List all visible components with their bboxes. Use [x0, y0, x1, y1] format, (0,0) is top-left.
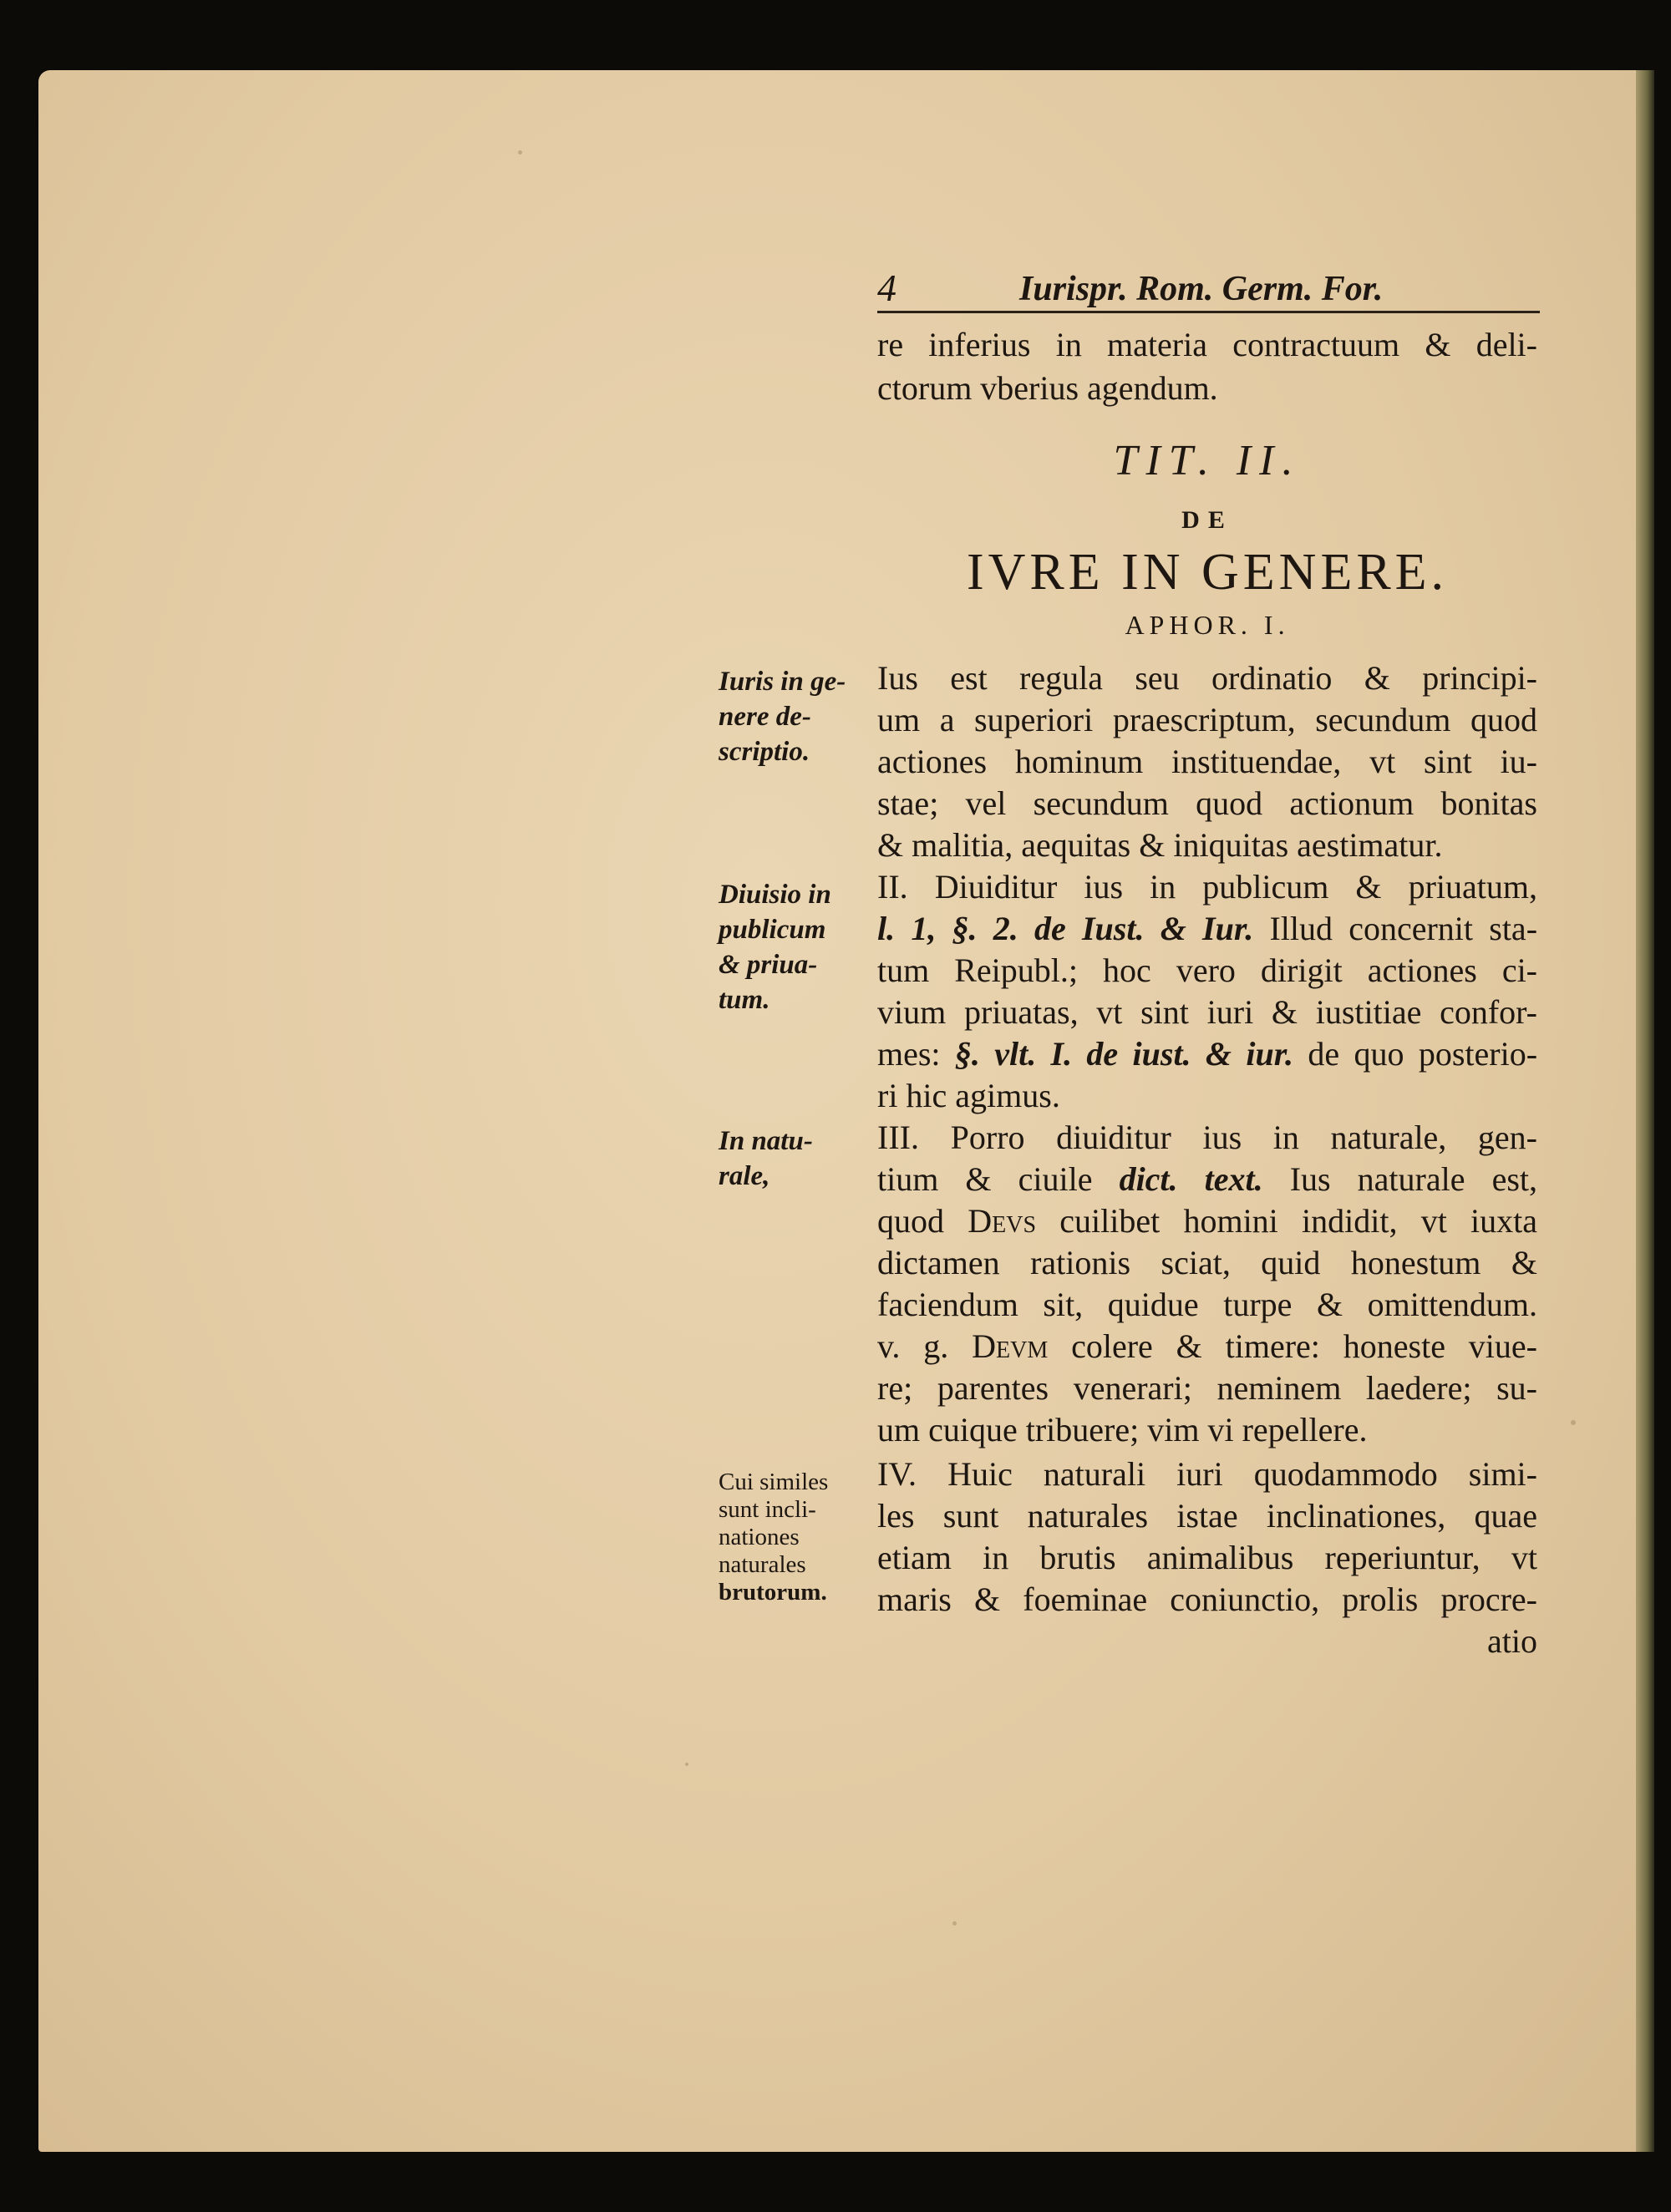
aphorism-label: APHOR. I. [1125, 610, 1290, 640]
page-header [877, 266, 1537, 316]
margin-note-similes: Cui similes sunt incli- nationes naturales brutorum. [719, 1469, 829, 1606]
text-line: quod Devs cuilibet homini indidit, vt iuxta [877, 1202, 1538, 1240]
title-number: TIT. II. [1113, 437, 1302, 485]
paper-speck [518, 150, 522, 155]
title-heading: IVRE IN GENERE. [966, 544, 1449, 601]
paper-speck [685, 1763, 688, 1766]
paper-speck [952, 1921, 957, 1925]
text-line: v. g. Devm colere & timere: honeste viue- [877, 1327, 1537, 1365]
paper-speck [1571, 1420, 1576, 1425]
text-line: stae; vel secundum quod actionum bonitas [877, 784, 1537, 822]
margin-note-division: Diuisio in publicum & priua- tum. [719, 880, 831, 1015]
text-line: etiam in brutis animalibus reperiuntur, vt [877, 1539, 1537, 1576]
text-line: IV. Huic naturali iuri quodammodo simi- [877, 1455, 1537, 1493]
legal-citation: §. vlt. I. de iust. & iur. [954, 1035, 1294, 1073]
text-line: les sunt naturales istae inclinationes, quae [877, 1497, 1537, 1535]
text-line: ri hic agimus. [877, 1077, 1060, 1114]
text-line: ctorum vberius agendum. [877, 369, 1218, 407]
text-line: re; parentes venerari; neminem laedere; su- [877, 1369, 1537, 1407]
catchword: atio [1487, 1622, 1537, 1660]
text-line: vium priuatas, vt sint iuri & iustitiae confor- [877, 993, 1537, 1031]
text-line: tum Reipubl.; hoc vero dirigit actiones ci- [877, 951, 1537, 989]
page-edge [1636, 70, 1654, 2152]
header-rule [877, 311, 1540, 313]
text-line: mes: §. vlt. I. de iust. & iur. de quo posterio- [877, 1035, 1538, 1073]
legal-citation: dict. text. [1119, 1160, 1263, 1198]
text-line: III. Porro diuiditur ius in naturale, gen- [877, 1119, 1537, 1156]
text-line: tium & ciuile dict. text. Ius naturale est, [877, 1160, 1537, 1198]
margin-note-definition: Iuris in ge- nere de- scriptio. [719, 667, 846, 767]
text-line: & malitia, aequitas & iniquitas aestimatur. [877, 826, 1443, 864]
page-number: 4 [877, 266, 896, 309]
text-line: II. Diuiditur ius in publicum & priuatum, [877, 868, 1537, 906]
running-title: Iurispr. Rom. Germ. For. [1019, 270, 1384, 308]
text-line: dictamen rationis sciat, quid honestum & [877, 1244, 1537, 1281]
title-de: DE [1181, 506, 1233, 534]
text-line: l. 1, §. 2. de Iust. & Iur. Illud concernit sta- [877, 910, 1538, 947]
text-line: Ius est regula seu ordinatio & principi- [877, 659, 1537, 697]
text-line: um cuique tribuere; vim vi repellere. [877, 1411, 1368, 1448]
text-line: actiones hominum instituendae, vt sint iu- [877, 743, 1537, 780]
text-line: maris & foeminae coniunctio, prolis procre- [877, 1580, 1537, 1618]
text-line: um a superiori praescriptum, secundum quod [877, 701, 1537, 738]
text-line: re inferius in materia contractuum & deli- [877, 326, 1537, 363]
text-line: faciendum sit, quidue turpe & omittendum. [877, 1286, 1537, 1323]
margin-note-natural: In natu- rale, [719, 1126, 813, 1191]
legal-citation: l. 1, §. 2. de Iust. & Iur. [877, 910, 1254, 947]
